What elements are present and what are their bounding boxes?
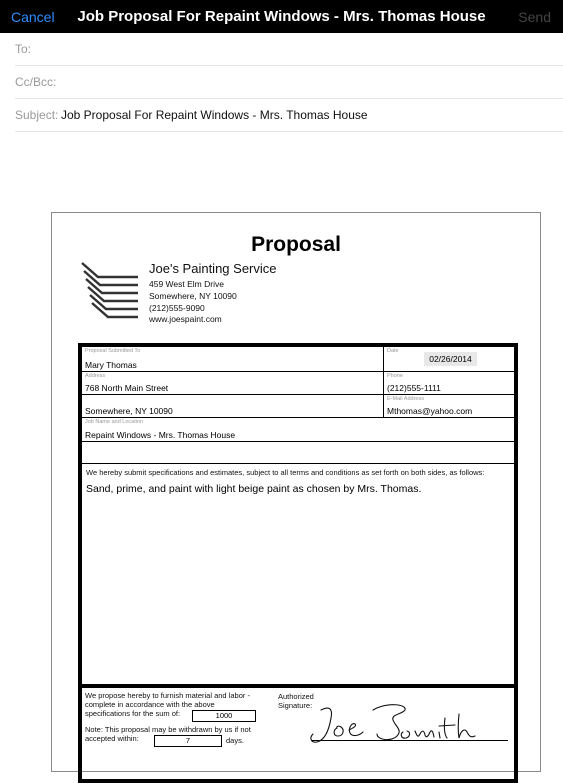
form-row-submitted bbox=[82, 347, 514, 372]
propose-line-2: complete in accordance with the above bbox=[85, 700, 215, 709]
city-value[interactable]: Somewhere, NY 10090 bbox=[85, 406, 173, 416]
submitted-to-label: Proposal Submitted To bbox=[85, 348, 141, 354]
phone-cell[interactable] bbox=[384, 372, 514, 394]
cc-bcc-field[interactable] bbox=[15, 66, 563, 99]
phone-label: Phone bbox=[387, 373, 403, 379]
address-cell[interactable] bbox=[82, 372, 384, 394]
proposal-terms-block bbox=[82, 684, 514, 784]
note-line-2: accepted within: bbox=[85, 734, 139, 743]
form-row-address bbox=[82, 372, 514, 395]
navigation-bar bbox=[0, 0, 563, 33]
specifications-intro: We hereby submit specifications and estimates, subject to all terms and conditions as set forth on both sides, as follows: bbox=[86, 468, 485, 477]
subject-label: Subject: bbox=[15, 108, 59, 122]
company-name: Joe's Painting Service bbox=[149, 261, 277, 276]
handwritten-signature-icon[interactable] bbox=[307, 696, 512, 756]
email-cell[interactable] bbox=[384, 395, 514, 417]
job-value[interactable]: Repaint Windows - Mrs. Thomas House bbox=[85, 430, 236, 440]
document-title: Proposal bbox=[251, 233, 341, 256]
to-field[interactable] bbox=[15, 33, 563, 66]
submitted-to-value[interactable]: Mary Thomas bbox=[85, 360, 137, 370]
phone-value[interactable]: (212)555-1111 bbox=[387, 383, 441, 393]
proposal-document bbox=[51, 212, 541, 772]
company-website: www.joespaint.com bbox=[149, 314, 222, 324]
submitted-to-cell[interactable] bbox=[82, 347, 384, 371]
email-value[interactable]: Mthomas@yahoo.com bbox=[387, 406, 473, 416]
sum-input[interactable]: 1000 bbox=[192, 710, 256, 722]
address-value[interactable]: 768 North Main Street bbox=[85, 383, 169, 393]
days-input[interactable]: 7 bbox=[154, 735, 222, 747]
days-label: days. bbox=[226, 736, 244, 745]
specifications-text[interactable]: Sand, prime, and paint with light beige paint as chosen by Mrs. Thomas. bbox=[86, 483, 422, 495]
auth-line-1: Authorized bbox=[278, 692, 314, 701]
address-label: Address bbox=[85, 373, 106, 379]
subject-field[interactable] bbox=[15, 99, 563, 132]
propose-line-1: We propose hereby to furnish material and labor - bbox=[85, 691, 250, 700]
to-label: To: bbox=[15, 42, 32, 56]
date-value[interactable]: 02/26/2014 bbox=[424, 352, 477, 366]
company-logo-icon bbox=[80, 259, 142, 325]
job-label: Job Name and Location bbox=[85, 419, 144, 425]
cancel-button[interactable]: Cancel bbox=[11, 9, 55, 25]
cc-label: Cc/Bcc: bbox=[15, 75, 57, 89]
proposal-form bbox=[78, 343, 518, 783]
city-cell[interactable] bbox=[82, 395, 384, 417]
form-row-job[interactable] bbox=[82, 418, 514, 442]
subject-input[interactable]: Job Proposal For Repaint Windows - Mrs. Thomas House bbox=[61, 108, 368, 122]
form-row-city bbox=[82, 395, 514, 418]
specifications-area[interactable] bbox=[82, 464, 514, 684]
email-label: E-Mail Address bbox=[387, 396, 424, 402]
nav-title: Job Proposal For Repaint Windows - Mrs. Thomas House bbox=[77, 8, 486, 25]
date-label: Date bbox=[387, 348, 399, 354]
auth-line-2: Signature: bbox=[278, 701, 313, 710]
note-line-1: Note: This proposal may be withdrawn by us if not bbox=[85, 725, 251, 734]
form-row-blank bbox=[82, 442, 514, 464]
send-button[interactable]: Send bbox=[518, 9, 551, 25]
company-street: 459 West Elm Drive bbox=[149, 279, 224, 289]
date-cell[interactable] bbox=[384, 347, 514, 371]
propose-line-3: specifications for the sum of: bbox=[85, 709, 181, 718]
company-city: Somewhere, NY 10090 bbox=[149, 291, 237, 301]
company-phone: (212)555-9090 bbox=[149, 303, 205, 313]
